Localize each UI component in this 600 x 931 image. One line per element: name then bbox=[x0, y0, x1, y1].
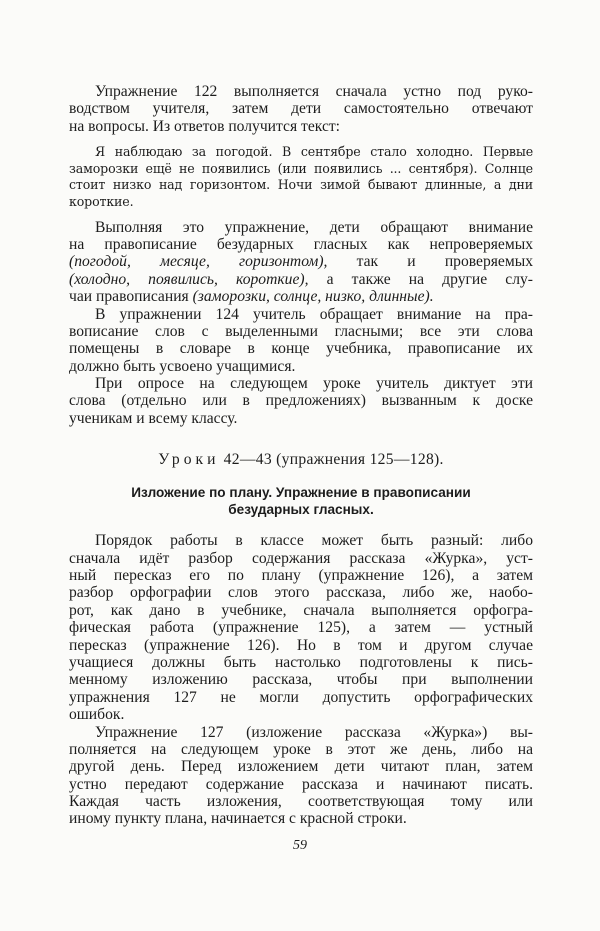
text-line: полняется на следующем уроке в этот же день, либо на bbox=[69, 740, 533, 758]
paragraph bbox=[69, 83, 533, 135]
text-line: менному изложению рассказа, чтобы при выполнении bbox=[69, 671, 533, 689]
text-line: на правописание безударных гласных как непроверяемых bbox=[69, 235, 533, 253]
text-line: пересказ (упражнение 126). Но в том и другом случае bbox=[69, 636, 533, 654]
lesson-heading bbox=[69, 451, 533, 469]
text-line: упражнения 127 не могли допустить орфографических bbox=[69, 688, 533, 706]
text-line: помещены в словаре в конце учебника, правописание их bbox=[69, 340, 533, 358]
text-line: Упражнение 122 выполняется сначала устно под руко- bbox=[95, 83, 533, 100]
lesson-label: Уроки bbox=[158, 451, 220, 469]
section-heading-line: Изложение по плану. Упражнение в правописании bbox=[131, 485, 471, 501]
italic-examples: (погодой, месяце, горизонтом), bbox=[69, 253, 328, 271]
text-line: иному пункту плана, начинается с красной строки. bbox=[69, 810, 407, 828]
italic-examples: (холодно, появились, короткие), bbox=[69, 270, 309, 288]
paragraph bbox=[69, 219, 533, 306]
text-line: Каждая часть изложения, соответствующая тому или bbox=[69, 793, 533, 811]
text-line: Упражнение 127 (изложение рассказа «Журка») вы- bbox=[95, 723, 533, 741]
text-line: фическая работа (упражнение 125), а затем — устный bbox=[69, 619, 533, 637]
page-body bbox=[69, 83, 533, 828]
text-line: вописание слов с выделенными гласными; все эти слова bbox=[69, 322, 533, 340]
text-line bbox=[69, 271, 533, 288]
page-number: 59 bbox=[293, 838, 307, 853]
text-line: В упражнении 124 учитель обращает внимание на пра- bbox=[95, 305, 533, 323]
section-heading bbox=[69, 484, 533, 518]
lesson-range: 42—43 (упражнения 125—128). bbox=[219, 451, 444, 469]
text-line: учащиеся должны быть настолько подготовлены к пись- bbox=[69, 653, 533, 671]
paragraph bbox=[69, 375, 533, 427]
text-line: слова (отдельно или в предложениях) вызванным к доске bbox=[69, 392, 533, 410]
text-line bbox=[69, 253, 533, 270]
text-line: рот, как дано в учебнике, сначала выполняется орфогра- bbox=[69, 601, 533, 619]
text-segment: а также на другие слу- bbox=[308, 270, 533, 288]
text-line: Я наблюдаю за погодой. В сентябре стало холодно. Первые bbox=[95, 144, 533, 160]
text-line: должно быть усвоено учащимися. bbox=[69, 357, 296, 375]
example-text bbox=[69, 144, 533, 210]
text-line: ный пересказ его по плану (упражнение 126), а затем bbox=[69, 567, 533, 585]
paragraph bbox=[69, 532, 533, 723]
text-line: устно передают содержание рассказа и начинают писать. bbox=[69, 775, 533, 793]
text-line: Порядок работы в классе может быть разный: либо bbox=[95, 532, 533, 550]
section-heading-line: безударных гласных. bbox=[228, 502, 374, 518]
text-line: заморозки ещё не появились (или появились ... сентября). Солнце bbox=[69, 160, 533, 176]
text-line: Выполняя это упражнение, дети обращают внимание bbox=[95, 218, 533, 236]
text-line: При опросе на следующем уроке учитель диктует эти bbox=[95, 375, 533, 393]
text-line: короткие. bbox=[69, 193, 134, 209]
text-line: на вопросы. Из ответов получится текст: bbox=[69, 117, 341, 135]
text-block-top bbox=[69, 83, 533, 427]
text-line: водством учителя, затем дети самостоятельно отвечают bbox=[69, 100, 533, 118]
text-line: разбор орфографии слов этого рассказа, либо же, наобо- bbox=[69, 584, 533, 602]
text-line: ошибок. bbox=[69, 706, 125, 724]
text-line: другой день. Перед изложением дети читают план, затем bbox=[69, 758, 533, 776]
text-block-bottom bbox=[69, 532, 533, 828]
text-segment: чаи правописания bbox=[69, 288, 193, 306]
text-line: ученикам и всему классу. bbox=[69, 409, 238, 427]
text-line: сначала идёт разбор содержания рассказа «Журка», уст- bbox=[69, 549, 533, 567]
text-line bbox=[69, 288, 533, 305]
text-segment: так и проверяемых bbox=[327, 253, 533, 271]
paragraph bbox=[69, 306, 533, 376]
paragraph bbox=[69, 724, 533, 828]
italic-examples: (заморозки, солнце, низко, длинные). bbox=[192, 288, 434, 306]
text-line: стоит низко над горизонтом. Ночи зимой бывают длинные, а дни bbox=[69, 177, 533, 193]
